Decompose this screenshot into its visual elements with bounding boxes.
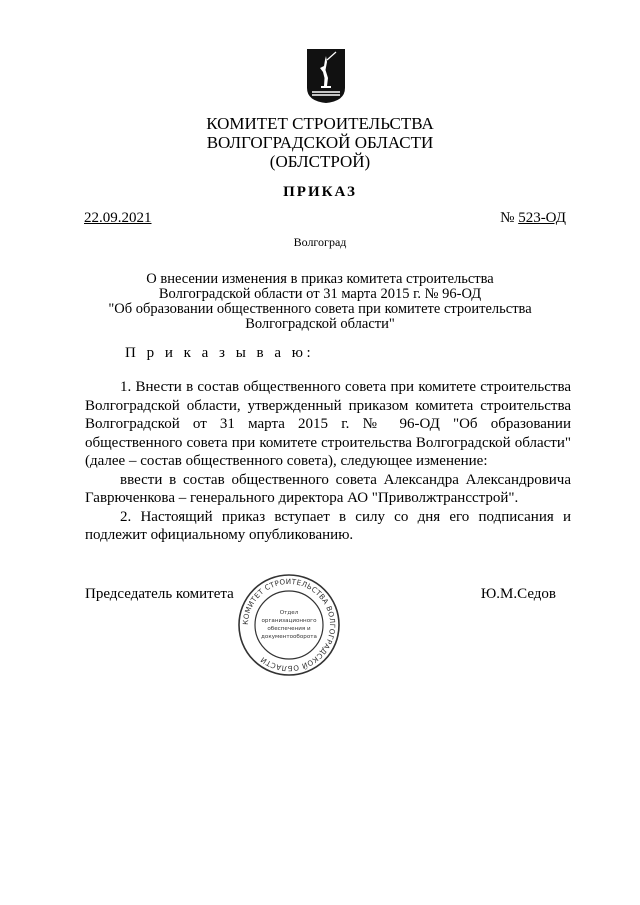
order-paragraph-2: ввести в состав общественного совета Александра Александровича Гаврюченкова – генерального директора АО "Приволжтрансстрой". [85,471,571,506]
stamp-inner-line-4: документооборота [261,634,317,640]
city: Волгоград [293,235,347,249]
stamp-inner-line-3: обеспечения и [267,626,311,632]
order-paragraph-1: 1. Внести в состав общественного совета при комитете строительства Волгоградской области, утвержденный приказом комитета строительства Волгоградской от 31 марта 2015 г. № 96-ОД "Об образовании общественного совета при комитете строительства Волгоградской области" (далее – состав общественного совета), следующее изменение: [85,379,571,469]
subject-line-2: Волгоградской области от 31 марта 2015 г. № 96-ОД [158,286,482,302]
subject-line-1: О внесении изменения в приказ комитета строительства [146,271,494,287]
document-date: 22.09.2021 [84,210,152,226]
org-name-line-1: КОМИТЕТ СТРОИТЕЛЬСТВА [206,114,434,133]
subject-line-3: "Об образовании общественного совета при комитете строительства [108,301,532,317]
number-prefix: № [500,210,519,226]
order-body [85,378,571,545]
order-paragraph-3: 2. Настоящий приказ вступает в силу со дня его подписания и подлежит официальному опубликованию. [85,508,571,543]
signatory-name: Ю.М.Седов [480,586,556,602]
document-subject [0,272,640,332]
org-name-line-2: ВОЛГОГРАДСКОЙ ОБЛАСТИ [206,133,434,152]
subject-line-4: Волгоградской области" [245,316,395,332]
signatory-role: Председатель комитета [85,586,234,602]
document-number [500,210,566,227]
org-short-name: (ОБЛСТРОЙ) [269,152,371,171]
number-value: 523-ОД [518,210,566,226]
order-heading: П р и к а з ы в а ю: [125,345,315,361]
stamp-inner-line-2: организационного [261,618,317,624]
stamp-inner-line-1: Отдел [279,610,299,616]
coat-of-arms-emblem [306,48,346,104]
stamp-ring-text: КОМИТЕТ СТРОИТЕЛЬСТВА ВОЛГОГРАДСКОЙ ОБЛАСТИ [240,576,338,674]
official-stamp [236,572,342,678]
document-type-title: ПРИКАЗ [283,184,357,200]
